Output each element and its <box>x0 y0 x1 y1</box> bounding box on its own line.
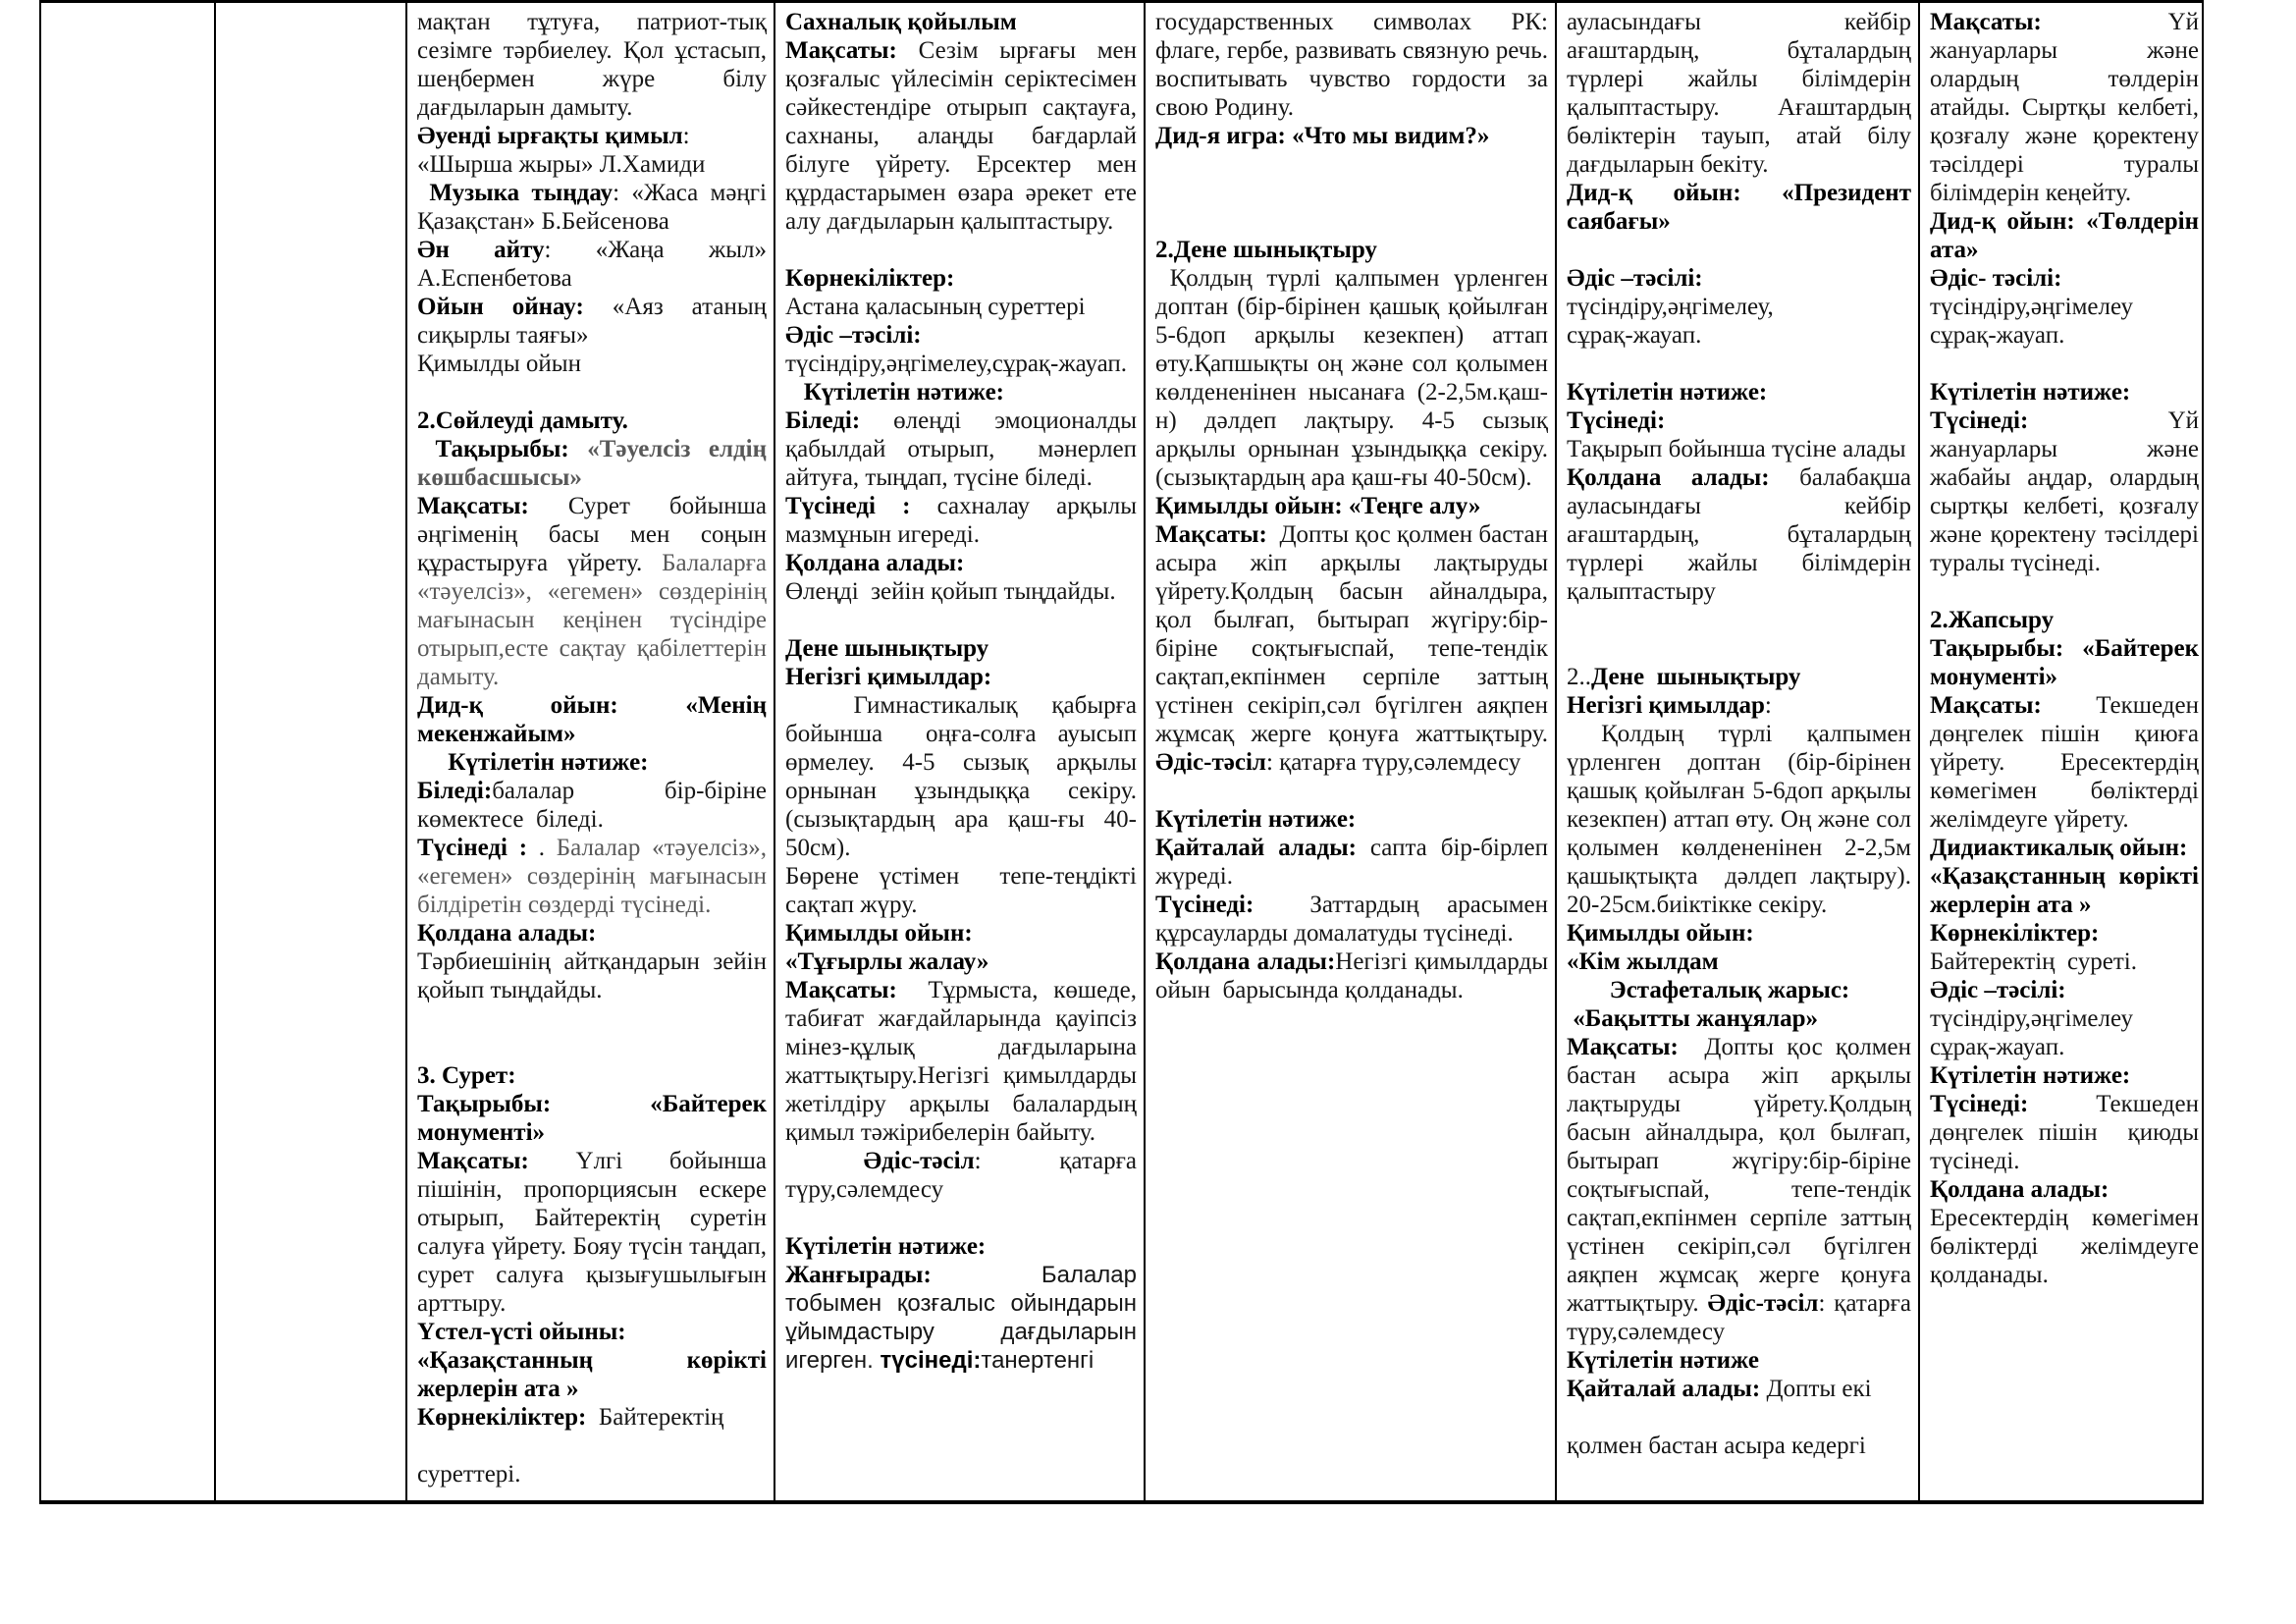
text-run: Тақырып бойынша түсіне алады <box>1567 436 1906 462</box>
paragraph <box>417 236 767 293</box>
paragraph <box>785 634 1137 663</box>
paragraph <box>417 150 767 179</box>
text-run: сапта бір-бірлеп жүреді. <box>1155 835 1548 890</box>
text-run: сұрақ-жауап. <box>1567 322 1702 349</box>
text-run: : <box>682 123 690 149</box>
paragraph <box>417 350 767 378</box>
text-run: түсіндіру,әңгімелеу,сұрақ-жауап. <box>785 351 1128 377</box>
text-run: Әуенді ырғақты қимыл <box>417 123 683 149</box>
paragraph <box>1567 1375 1911 1403</box>
text-run: Әдіс –тәсілі: <box>1567 265 1703 292</box>
text-run: танертенгі <box>981 1347 1095 1374</box>
paragraph <box>417 919 767 947</box>
text-run: : қатарға түру,сәлемдесу <box>1567 1290 1911 1345</box>
paragraph <box>785 1147 1137 1204</box>
paragraph <box>785 549 1137 577</box>
paragraph <box>1930 634 2199 691</box>
paragraph <box>1930 1061 2199 1090</box>
text-run: Сезім ырғағы мен қозғалыс үйлесімін серіктесімен сәйкестендіре отырып сақтауға, сахнаны, алаңды бағдарлай білуге үйрету. Ерсектер мен құрдастарымен өзара әрекет ете алу дағдыларын қалыптастыру. <box>785 37 1137 235</box>
paragraph <box>417 1033 767 1061</box>
paragraph <box>785 1232 1137 1261</box>
paragraph <box>417 1403 767 1432</box>
text-run: сұрақ-жауап. <box>1930 1034 2065 1060</box>
paragraph <box>1567 378 1911 406</box>
paragraph <box>1567 947 1911 976</box>
text-run: Дене шынықтыру <box>785 635 989 662</box>
paragraph <box>785 350 1137 378</box>
paragraph <box>1567 350 1911 378</box>
text-run: Әдіс- тәсілі: <box>1930 265 2062 292</box>
paragraph <box>1930 1033 2199 1061</box>
paragraph <box>1567 293 1911 321</box>
paragraph <box>1567 321 1911 350</box>
paragraph <box>785 1204 1137 1232</box>
paragraph <box>417 179 767 236</box>
text-run: Қимылды ойын: <box>1567 920 1754 947</box>
paragraph <box>1567 463 1911 606</box>
lesson-plan-table <box>39 0 2204 1504</box>
paragraph <box>417 777 767 834</box>
text-run: «Қазақстанның көрікті жерлерін ата » <box>1930 863 2199 918</box>
text-run: «Қазақстанның көрікті жерлерін ата » <box>417 1347 767 1402</box>
text-run <box>785 1148 864 1174</box>
paragraph <box>1567 634 1911 663</box>
paragraph <box>785 492 1137 549</box>
text-run: Сахналық қойылым <box>785 9 1017 35</box>
paragraph <box>1155 179 1548 207</box>
text-run: Тақырыбы: <box>435 436 569 462</box>
text-run: Әдіс-тәсіл <box>863 1148 975 1174</box>
text-run: сұрақ-жауап. <box>1930 322 2065 349</box>
paragraph <box>1155 207 1548 236</box>
text-run: Мақсаты: <box>1155 521 1267 548</box>
text-run: Күтілетін нәтиже <box>1567 1347 1759 1374</box>
text-run: 2.Сөйлеуді дамыту. <box>417 407 628 434</box>
paragraph <box>1930 577 2199 606</box>
text-run: Көрнекіліктер: <box>785 265 955 292</box>
text-run: Түсінеді: <box>1930 407 2029 434</box>
text-run: Мақсаты: <box>1930 692 2042 719</box>
text-run: «Аяз атаның сиқырлы таяғы» <box>417 294 768 349</box>
text-run: Мақсаты: <box>417 1148 529 1174</box>
text-run: Қолдың түрлі қалпымен үрленген доптан (бір-бірінен қашық қойылған 5-6доп арқылы кезекпен) аттап өту. Оң және сол қолымен көлдененінен 2-2,5м қашықтықта дәлдеп лақтыру). 20-25см.биіктікке секіру. <box>1567 721 1911 918</box>
paragraph <box>1567 8 1911 179</box>
text-run: Жанғырады: <box>785 1262 932 1288</box>
text-run: Байтеректің <box>586 1404 724 1431</box>
text-run: Түсінеді: <box>1155 892 1255 918</box>
text-run: Допты қос қолмен бастан асыра жіп арқылы лақтыруды үйрету.Қолдың басын айналдыра, қол былғап, бытырап жүгіру:бір-біріне соқтығыспай, тепе-тендік сақтап,екпінмен серпіле заттың үстінен секіріп,сәл бүгілген аяқпен жұмсақ жерге қонуға жаттықтыру. <box>1155 521 1548 747</box>
paragraph <box>417 1318 767 1346</box>
paragraph <box>417 492 767 691</box>
paragraph <box>417 435 767 492</box>
text-run: Дид-я игра: «Что мы видим?» <box>1155 123 1490 149</box>
text-run: Қолдана алады: <box>1155 948 1336 975</box>
text-run: Үй жануарлары және жабайы аңдар, олардың сыртқы келбеті, қозғалу және қоректену тәсілдері туралы түсінеді. <box>1930 407 2199 576</box>
text-run: Қолдана алады: <box>417 920 597 947</box>
text-run: Қолдана алады: <box>785 550 965 576</box>
paragraph <box>1567 720 1911 919</box>
paragraph <box>1930 1090 2199 1175</box>
text-run: Көрнекіліктер: <box>417 1404 587 1431</box>
paragraph <box>1930 862 2199 919</box>
paragraph <box>1930 321 2199 350</box>
text-run: Дид-қ ойын: «Менің мекенжайым» <box>417 692 767 747</box>
paragraph <box>1930 1004 2199 1033</box>
table-cell-col-3 <box>407 3 775 1500</box>
text-run: Текшеден дөңгелек пішін қиюға үйрету. Ересектердің көмегімен бөліктерді желімдеуге үйрету. <box>1930 692 2199 833</box>
paragraph <box>417 1004 767 1033</box>
paragraph <box>417 1460 767 1489</box>
paragraph <box>1155 777 1548 805</box>
paragraph <box>1930 1175 2199 1204</box>
paragraph <box>785 36 1137 236</box>
text-run: Үстел-үсті ойыны: <box>417 1319 626 1345</box>
text-run: Қолдана алады: <box>1567 464 1770 491</box>
text-run: 2.. <box>1567 664 1591 690</box>
text-run <box>417 749 448 776</box>
text-run: Күтілетін нәтиже: <box>1155 806 1357 833</box>
text-run: Мақсаты: <box>417 493 529 519</box>
text-run: Қолдың түрлі қалпымен үрленген доптан (бір-бірінен қашық қойылған 5-6доп арқылы кезекпен) аттап өту.Қапшықты оң және сол қолымен көлдененінен нысанаға (2-2,5м.қаш-н) дәлдеп лақтыру. 4-5 сызық арқылы орнынан ұзындыққа секіру.(сызықтардың ара қаш-ғы 40-50см). <box>1155 265 1548 491</box>
text-run: «Шырша жыры» Л.Хамиди <box>417 151 706 178</box>
text-run: Тақырыбы: «Байтерек монументі» <box>1930 635 2199 690</box>
paragraph <box>1567 919 1911 947</box>
text-run: Әдіс-тәсіл <box>1707 1290 1819 1317</box>
text-run: : қатарға түру,сәлемдесу <box>785 1148 1137 1203</box>
paragraph <box>1155 8 1548 122</box>
text-run: Түсінеді: <box>1930 1091 2029 1117</box>
paragraph <box>1930 691 2199 834</box>
table-cell-col-5 <box>1146 3 1557 1500</box>
paragraph <box>1155 947 1548 1004</box>
text-run: түсіндіру,әңгімелеу, <box>1567 294 1774 320</box>
text-run: Балаларға «тәуелсіз», «егемен» сөздерінің мағынасын кеңінен түсіндіре отырып,есте сақтау қабілеттерін дамыту. <box>417 550 767 690</box>
text-run: Дидиактикалық ойын: <box>1930 835 2188 861</box>
paragraph <box>417 748 767 777</box>
text-run: Мақсаты: <box>785 37 897 64</box>
text-run: Негізгі қимылдар <box>1567 692 1765 719</box>
text-run: Дид-қ ойын: «Президент саябағы» <box>1567 180 1911 235</box>
paragraph <box>785 378 1137 406</box>
table-cell-col-4 <box>775 3 1146 1500</box>
paragraph <box>417 8 767 122</box>
paragraph <box>1155 834 1548 891</box>
paragraph <box>1567 1346 1911 1375</box>
text-run: Сурет бойынша әңгіменің басы мен соңын құрастыруға үйрету. <box>417 493 767 576</box>
paragraph <box>1930 976 2199 1004</box>
text-run: Астана қаласының суреттері <box>785 294 1086 320</box>
text-run: Музыка тыңдау <box>429 180 614 206</box>
paragraph <box>1930 947 2199 976</box>
paragraph <box>1567 264 1911 293</box>
text-run: Тұрмыста, көшеде, табиғат жағдайларында қауіпсіз мінез-құлық дағдыларына жаттықтыру.Негізгі қимылдарды жетілдіру арқылы балалардың қимыл тәжірибелерін байыту. <box>785 977 1137 1146</box>
paragraph <box>785 606 1137 634</box>
text-run: Мақсаты: <box>1567 1034 1679 1060</box>
text-run: «Бақытты жанұялар» <box>1573 1005 1819 1032</box>
text-run: Күтілетін нәтиже: <box>1567 379 1768 406</box>
text-run: суреттері. <box>417 1461 521 1488</box>
text-run: Түсінеді : <box>785 493 911 519</box>
text-run: Допты қос қолмен бастан асыра жіп арқылы лақтыруды үйрету.Қолдың басын айналдыра, қол былғап, бытырап жүгіру:бір-біріне соқтығыспай, тепе-тендік сақтап,екпінмен серпіле заттың үстінен секіріп,сәл бүгілген аяқпен жұмсақ жерге қонуға жаттықтыру. <box>1567 1034 1911 1317</box>
paragraph <box>785 321 1137 350</box>
paragraph <box>1930 8 2199 207</box>
paragraph <box>1155 150 1548 179</box>
paragraph <box>417 1090 767 1147</box>
paragraph <box>1930 606 2199 634</box>
paragraph <box>417 378 767 406</box>
paragraph <box>1567 179 1911 236</box>
paragraph <box>785 976 1137 1147</box>
text-run: Қимылды ойын: «Теңге алу» <box>1155 493 1481 519</box>
text-run: түсіндіру,әңгімелеу <box>1930 1005 2133 1032</box>
paragraph <box>785 8 1137 36</box>
paragraph <box>1155 264 1548 492</box>
paragraph <box>1155 805 1548 834</box>
paragraph <box>1567 691 1911 720</box>
text-run: қолмен бастан асыра кедергі <box>1567 1433 1866 1459</box>
paragraph <box>785 293 1137 321</box>
text-run: Тақырыбы: «Байтерек монументі» <box>417 1091 767 1146</box>
paragraph <box>1930 264 2199 293</box>
text-run: Бөрене үстімен тепе-теңдікті сақтап жүру. <box>785 863 1137 918</box>
text-run <box>417 180 429 206</box>
text-run: Ән айту <box>417 237 545 263</box>
table-cell-col-2 <box>216 3 407 1500</box>
paragraph <box>1155 492 1548 520</box>
paragraph <box>1567 1004 1911 1033</box>
text-run <box>785 379 804 406</box>
paragraph <box>417 1061 767 1090</box>
text-run <box>932 1262 1041 1288</box>
text-run: сахналау арқылы мазмұнын игереді. <box>785 493 1137 548</box>
text-run: Өлеңді зейін қойып тыңдайды. <box>785 578 1116 605</box>
paragraph <box>1155 891 1548 947</box>
paragraph <box>785 406 1137 492</box>
text-run: Үлгі бойынша пішінін, пропорциясын ескере отырып, Байтеректің суретін салуға үйрету. Бояу түсін таңдап, сурет салуға қызығушылығын арттыру. <box>417 1148 767 1317</box>
text-run: балалар бір-біріне көмектесе біледі. <box>417 778 767 833</box>
text-run: Күтілетін нәтиже: <box>785 1233 987 1260</box>
paragraph <box>1930 378 2199 406</box>
paragraph <box>417 691 767 748</box>
text-run: Үй жануарлары және олардың төлдерін атайды. Сыртқы келбеті, қозғалу және қоректену тәсілдері туралы білімдерін кеңейту. <box>1930 9 2199 206</box>
text-run: Күтілетін нәтиже: <box>803 379 1005 406</box>
text-run <box>1567 977 1610 1003</box>
text-run: Тәрбиешінің айтқандарын зейін қойып тыңдайды. <box>417 948 767 1003</box>
text-run: Әдіс –тәсілі: <box>785 322 922 349</box>
text-run: мақтан тұтуға, патриот-тық сезімге тәрбиелеу. Қол ұстасып, шеңбермен жүре білу дағдыларын дамыту. <box>417 9 767 121</box>
text-run: 3. Сурет: <box>417 1062 516 1089</box>
text-run: Біледі: <box>417 778 493 804</box>
paragraph <box>417 1147 767 1318</box>
text-run: Біледі: <box>785 407 861 434</box>
text-run <box>417 436 435 462</box>
paragraph <box>1930 919 2199 947</box>
text-run: Әдіс –тәсілі: <box>1930 977 2066 1003</box>
text-run: Балалар «тәуелсіз», «егемен» сөздерінің мағынасын білдіретін сөздерді түсінеді. <box>417 835 768 918</box>
text-run: «Тәуелсіз елдің көшбасшысы» <box>417 436 767 491</box>
paragraph <box>1930 293 2199 321</box>
paragraph <box>1567 1033 1911 1346</box>
text-run: Түсінеді: <box>1567 407 1666 434</box>
paragraph <box>417 947 767 1004</box>
text-run: Әдіс-тәсіл <box>1155 749 1266 776</box>
text-run: Заттардың арасымен құрсауларды домалатуды түсінеді. <box>1155 892 1548 947</box>
text-run: Дене шынықтыру <box>1591 664 1801 690</box>
text-run: ауласындағы кейбір ағаштардың, бұталардың түрлері жайлы білімдерін қалыптастыру. Ағаштардың бөліктерін тауып, атай білу дағдыларын бекіту. <box>1567 9 1911 178</box>
text-run: Көрнекіліктер: <box>1930 920 2100 947</box>
text-run: 2.Жапсыру <box>1930 607 2055 633</box>
text-run: Күтілетін нәтиже: <box>1930 379 2131 406</box>
paragraph <box>1155 236 1548 264</box>
text-run: Түсінеді : <box>417 835 528 861</box>
table-cell-col-7 <box>1920 3 2206 1500</box>
text-run: Байтеректің суреті. <box>1930 948 2137 975</box>
text-run: Ойын ойнау: <box>417 294 584 320</box>
text-run: Текшеден дөңгелек пішін қиюды түсінеді. <box>1930 1091 2199 1174</box>
paragraph <box>785 919 1137 947</box>
paragraph <box>1930 406 2199 577</box>
paragraph <box>785 947 1137 976</box>
paragraph <box>417 293 767 350</box>
table-cell-col-6 <box>1557 3 1920 1500</box>
text-run: Қайталай алады: <box>1567 1376 1761 1402</box>
paragraph <box>785 264 1137 293</box>
text-run: Күтілетін нәтиже: <box>1930 1062 2131 1089</box>
paragraph <box>1567 976 1911 1004</box>
paragraph <box>785 1261 1137 1375</box>
text-run: Қайталай алады: <box>1155 835 1357 861</box>
paragraph <box>417 1346 767 1403</box>
paragraph <box>1930 834 2199 862</box>
paragraph <box>1567 606 1911 634</box>
paragraph <box>1567 663 1911 691</box>
paragraph <box>785 663 1137 691</box>
text-run: Мақсаты: <box>1930 9 2042 35</box>
text-run: «Тұғырлы жалау» <box>785 948 989 975</box>
text-run: Эстафеталық жарыс: <box>1609 977 1850 1003</box>
paragraph <box>785 236 1137 264</box>
paragraph <box>1155 122 1548 150</box>
text-run: түсінеді: <box>880 1347 982 1374</box>
text-run: Дид-қ ойын: «Төлдерін ата» <box>1930 208 2199 263</box>
paragraph <box>1567 1432 1911 1460</box>
text-run: Күтілетін нәтиже: <box>448 749 649 776</box>
paragraph <box>1567 1403 1911 1432</box>
text-run: «Кім жылдам <box>1567 948 1719 975</box>
text-run: Қолдана алады: <box>1930 1176 2109 1203</box>
text-run: Гимнастикалық қабырға бойынша оңға-солға ауысып өрмелеу. 4-5 сызық арқылы орнынан ұзындыққа секіру.(сызықтардың ара қаш-ғы 40-50см). <box>785 692 1137 861</box>
paragraph <box>785 691 1137 862</box>
paragraph <box>785 577 1137 606</box>
text-run: балабақша ауласындағы кейбір ағаштардың, бұталардың түрлері жайлы білімдерін қалыптастыру <box>1567 464 1911 605</box>
text-run: Қимылды ойын <box>417 351 581 377</box>
text-run: Негізгі қимылдарды ойын барысында қолданады. <box>1155 948 1548 1003</box>
text-run: Қимылды ойын: <box>785 920 973 947</box>
text-run: Ересектердің көмегімен бөліктерді желімдеуге қолданады. <box>1930 1205 2199 1288</box>
text-run <box>569 436 587 462</box>
paragraph <box>417 834 767 919</box>
text-run: Допты екі <box>1760 1376 1872 1402</box>
table-cell-col-1 <box>41 3 216 1500</box>
paragraph <box>1930 1204 2199 1289</box>
paragraph <box>417 406 767 435</box>
text-run: 2.Дене шынықтыру <box>1155 237 1377 263</box>
text-run: : қатарға түру,сәлемдесу <box>1265 749 1522 776</box>
text-run: түсіндіру,әңгімелеу <box>1930 294 2133 320</box>
text-run: государственных символах РК: флаге, гербе, развивать связную речь. воспитывать чувство гордости за свою Родину. <box>1155 9 1548 121</box>
text-run: өлеңді эмоционалды қабылдай отырып, мәнерлеп айтуға, тыңдап, түсіне біледі. <box>785 407 1137 491</box>
paragraph <box>785 862 1137 919</box>
text-run: . <box>527 835 557 861</box>
paragraph <box>1567 406 1911 435</box>
paragraph <box>1930 350 2199 378</box>
text-run: : <box>1764 692 1772 719</box>
text-run: Мақсаты: <box>785 977 897 1003</box>
paragraph <box>417 122 767 150</box>
text-run: : «Жаса мәңгі Қазақстан» Б.Бейсенова <box>417 180 767 235</box>
paragraph <box>1155 520 1548 777</box>
paragraph <box>417 1432 767 1460</box>
paragraph <box>1930 207 2199 264</box>
text-run: Негізгі қимылдар: <box>785 664 992 690</box>
paragraph <box>1567 236 1911 264</box>
paragraph <box>1567 435 1911 463</box>
text-run: Балалар тобымен қозғалыс ойындарын ұйымдастыру дағдыларын игерген. <box>785 1262 1137 1374</box>
text-run: : «Жаңа жыл» А.Еспенбетова <box>417 237 768 292</box>
